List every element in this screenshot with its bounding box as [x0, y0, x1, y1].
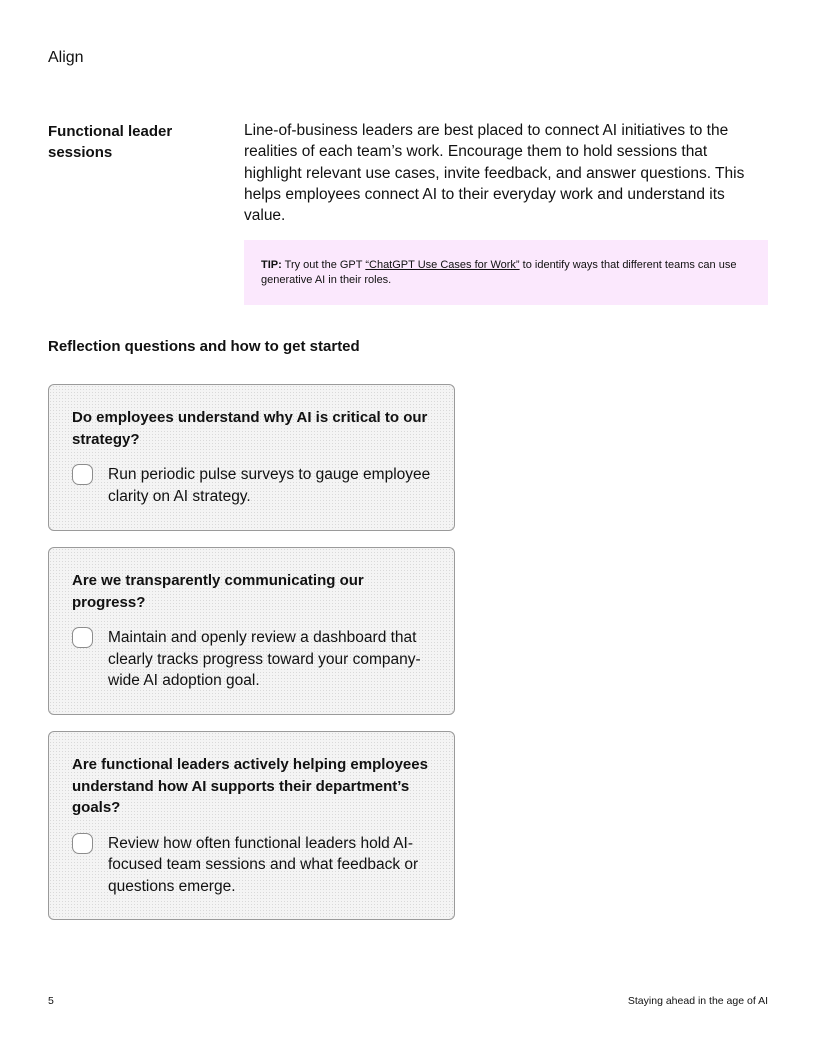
- card-item: [72, 464, 434, 507]
- reflection-heading: Reflection questions and how to get started: [48, 338, 360, 355]
- checkbox[interactable]: [72, 833, 93, 854]
- section-title: Align: [48, 49, 84, 66]
- card-action: Maintain and openly review a dashboard that clearly tracks progress toward your company-wide AI adoption goal.: [108, 629, 421, 689]
- chatgpt-use-cases-link[interactable]: “ChatGPT Use Cases for Work”: [365, 259, 520, 271]
- checkbox[interactable]: [72, 464, 93, 485]
- footer-doc-title: Staying ahead in the age of AI: [627, 995, 768, 1007]
- card-item: [72, 833, 434, 898]
- card-item: [72, 627, 434, 692]
- card-action: Run periodic pulse surveys to gauge employee clarity on AI strategy.: [108, 466, 431, 505]
- tip-box: [244, 240, 768, 305]
- card-question: Do employees understand why AI is critical to our strategy?: [72, 409, 428, 448]
- tip-suffix: to identify ways that different teams can use generative AI in their roles.: [261, 259, 737, 286]
- reflection-card: [48, 384, 455, 531]
- checkbox[interactable]: [72, 627, 93, 648]
- reflection-card: [48, 731, 455, 920]
- card-question: Are functional leaders actively helping employees understand how AI supports their department’s goals?: [72, 756, 428, 816]
- reflection-card: [48, 547, 455, 715]
- feature-body: Line-of-business leaders are best placed to connect AI initiatives to the realities of each team’s work. Encourage them to hold sessions that highlight relevant use cases, invite feedback, and answer questions. This helps employees connect AI to their everyday work and understand its value.: [244, 122, 745, 225]
- card-question: Are we transparently communicating our progress?: [72, 572, 364, 611]
- tip-prefix: Try out the GPT: [284, 259, 363, 271]
- feature-label: Functional leader sessions: [48, 123, 173, 161]
- page-number: 5: [48, 995, 54, 1007]
- card-action: Review how often functional leaders hold AI-focused team sessions and what feedback or questions emerge.: [108, 834, 419, 895]
- tip-label: TIP:: [261, 259, 282, 271]
